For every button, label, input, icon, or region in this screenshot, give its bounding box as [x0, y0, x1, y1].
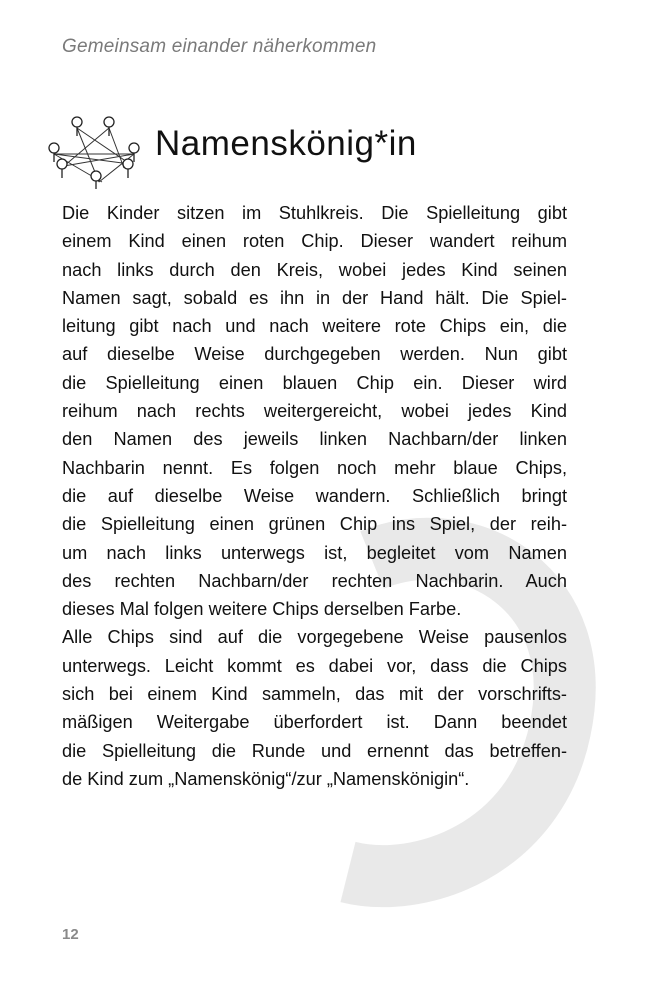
running-header: Gemeinsam einander näherkommen	[62, 36, 377, 57]
body-line: die Spielleitung einen blauen Chip ein. Dieser wird	[62, 372, 567, 393]
body-line: um nach links unterwegs ist, begleitet vom Namen	[62, 542, 567, 563]
body-line: sich bei einem Kind sammeln, das mit der vorschrifts-	[62, 684, 567, 705]
body-line: nach links durch den Kreis, wobei jedes Kind seinen	[62, 259, 567, 280]
body-line: reihum nach rechts weitergereicht, wobei jedes Kind	[62, 401, 567, 422]
body-line: des rechten Nachbarn/der rechten Nachbarin. Auch	[62, 570, 567, 591]
page-number: 12	[62, 926, 79, 943]
body-line: die Spielleitung einen grünen Chip ins Spiel, der reih-	[62, 514, 567, 535]
children-circle-icon	[44, 114, 144, 190]
body-line: die Spielleitung die Runde und ernennt das betreffen-	[62, 740, 567, 761]
page-title: Namenskönig*in	[155, 124, 417, 163]
body-line: unterwegs. Leicht kommt es dabei vor, dass die Chips	[62, 655, 567, 676]
body-line: Alle Chips sind auf die vorgegebene Weise pausenlos	[62, 627, 567, 648]
body-line: einem Kind einen roten Chip. Dieser wandert reihum	[62, 231, 567, 252]
body-text	[62, 199, 567, 793]
body-line: dieses Mal folgen weitere Chips derselben Farbe.	[62, 599, 462, 620]
body-line: mäßigen Weitergabe überfordert ist. Dann beendet	[62, 712, 567, 733]
body-line: Nachbarin nennt. Es folgen noch mehr blaue Chips,	[62, 457, 567, 478]
body-line: die auf dieselbe Weise wandern. Schließlich bringt	[62, 485, 567, 506]
body-line: auf dieselbe Weise durchgegeben werden. Nun gibt	[62, 344, 567, 365]
body-line: Namen sagt, sobald es ihn in der Hand hält. Die Spiel-	[62, 287, 567, 308]
body-line: leitung gibt nach und nach weitere rote Chips ein, die	[62, 316, 567, 337]
body-line: den Namen des jeweils linken Nachbarn/der linken	[62, 429, 567, 450]
body-line: Die Kinder sitzen im Stuhlkreis. Die Spielleitung gibt	[62, 203, 567, 223]
body-line: de Kind zum „Namenskönig“/zur „Namenskönigin“.	[62, 768, 470, 789]
